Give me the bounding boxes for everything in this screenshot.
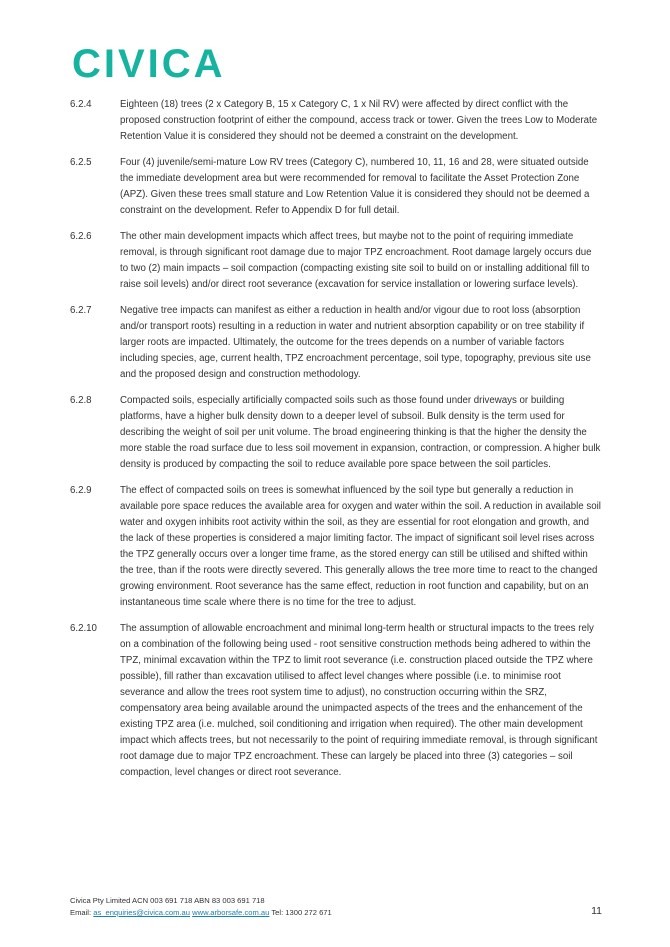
paragraph-6-2-4 — [70, 97, 602, 145]
paragraph-number: 6.2.10 — [70, 623, 97, 634]
paragraph-number: 6.2.6 — [70, 231, 92, 242]
paragraph-6-2-10 — [70, 621, 602, 781]
paragraph-text: The other main development impacts which affect trees, but maybe not to the point of requiring immediate removal, is through significant root damage due to major TPZ encroachment. Root damage largely occurs due to two (2) main impacts – soil compaction (compacting existing site soil to build on or installing additional fill to raise soil levels) and/or direct root severance (excavation for service installation or lowering surface levels). — [120, 231, 592, 290]
paragraph-6-2-5 — [70, 155, 602, 219]
contact-line — [70, 907, 602, 919]
logo-text: CIVICA — [72, 44, 226, 80]
paragraph-number: 6.2.7 — [70, 305, 92, 316]
page-footer — [70, 895, 602, 919]
email-link[interactable]: as_enquiries@civica.com.au — [93, 908, 191, 917]
paragraph-text: The effect of compacted soils on trees is somewhat influenced by the soil type but generally a reduction in available pore space reduces the available area for oxygen and water within the soil. A reduction in available soil water and oxygen inhibits root activity within the soil, as they are essential for root elongation and growth, and the lack of these properties is considered a major limiting factor. The impact of significant soil level rises across the TPZ generally occurs over a longer time frame, as the stored energy can still be utilised and shifted within the tree, than if the roots were directly severed. This generally allows the tree more time to react to the changed growing environment. Root severance has the same effect, reduction in root function and capability, but on an instantaneous time scale where there is no time for the tree to adjust. — [120, 485, 601, 608]
paragraph-number: 6.2.5 — [70, 157, 92, 168]
paragraph-text: Four (4) juvenile/semi-mature Low RV trees (Category C), numbered 10, 11, 16 and 28, were situated outside the immediate development area but were recommended for removal to facilitate the Asset Protection Zone (APZ). Given these trees small stature and Low Retention Value it is considered they should not be deemed a constraint on the development. Refer to Appendix D for full detail. — [120, 157, 590, 216]
paragraph-text: Eighteen (18) trees (2 x Category B, 15 x Category C, 1 x Nil RV) were affected by direct conflict with the proposed construction footprint of either the compound, access track or tower. Given the trees Low to Moderate Retention Value it is considered they should not be deemed a constraint on the development. — [120, 99, 598, 142]
paragraph-6-2-7 — [70, 303, 602, 383]
paragraph-number: 6.2.9 — [70, 485, 92, 496]
paragraph-text: The assumption of allowable encroachment and minimal long-term health or structural impacts to the trees rely on a combination of the following being used - root sensitive construction methods being adhered to within the TPZ, minimal excavation within the TPZ to limit root severance (i.e. construction placed outside the TPZ where possible), fill rather than excavation utilised to affect level changes where possible (i.e. to minimise root severance and allow the trees root system time to adjust), no construction occurring within the SRZ, compensatory area being available around the unimpacted aspects of the trees and the enhancement of the existing TPZ area (i.e. mulched, soil conditioning and irrigation when required). The other main development impact which affects trees, but not necessarily to the point of requiring immediate removal, is through significant root damage due to major TPZ encroachment. These can largely be placed into three (3) categories – soil compaction, level changes or direct root severance. — [120, 623, 598, 778]
company-info: Civica Pty Limited ACN 003 691 718 ABN 83 003 691 718 — [70, 896, 265, 905]
page-number: 11 — [591, 905, 602, 917]
paragraph-number: 6.2.8 — [70, 395, 92, 406]
email-label: Email: — [70, 908, 92, 917]
civica-logo — [72, 44, 232, 80]
paragraph-6-2-8 — [70, 393, 602, 473]
document-body — [70, 97, 602, 791]
website-link[interactable]: www.arborsafe.com.au — [192, 908, 270, 917]
paragraph-number: 6.2.4 — [70, 99, 92, 110]
paragraph-6-2-6 — [70, 229, 602, 293]
telephone: Tel: 1300 272 671 — [271, 908, 332, 917]
paragraph-text: Negative tree impacts can manifest as either a reduction in health and/or vigour due to root loss (absorption and/or transport roots) resulting in a reduction in water and nutrient absorption capability or on tree stability if larger roots are impacted. Ultimately, the outcome for the trees depends on a number of variable factors including species, age, current health, TPZ encroachment percentage, soil type, topography, previous site use and the proposed design and construction methodology. — [120, 305, 591, 380]
paragraph-6-2-9 — [70, 483, 602, 611]
paragraph-text: Compacted soils, especially artificially compacted soils such as those found under driveways or building platforms, have a higher bulk density down to a deeper level of subsoil. Bulk density is the term used for describing the weight of soil per unit volume. The broad engineering thinking is that the higher the density the more stable the road surface due to less soil movement in expansion, contraction, or compression. A higher bulk density is produced by compacting the soil to reduce available pore space between the soil particles. — [120, 395, 601, 470]
